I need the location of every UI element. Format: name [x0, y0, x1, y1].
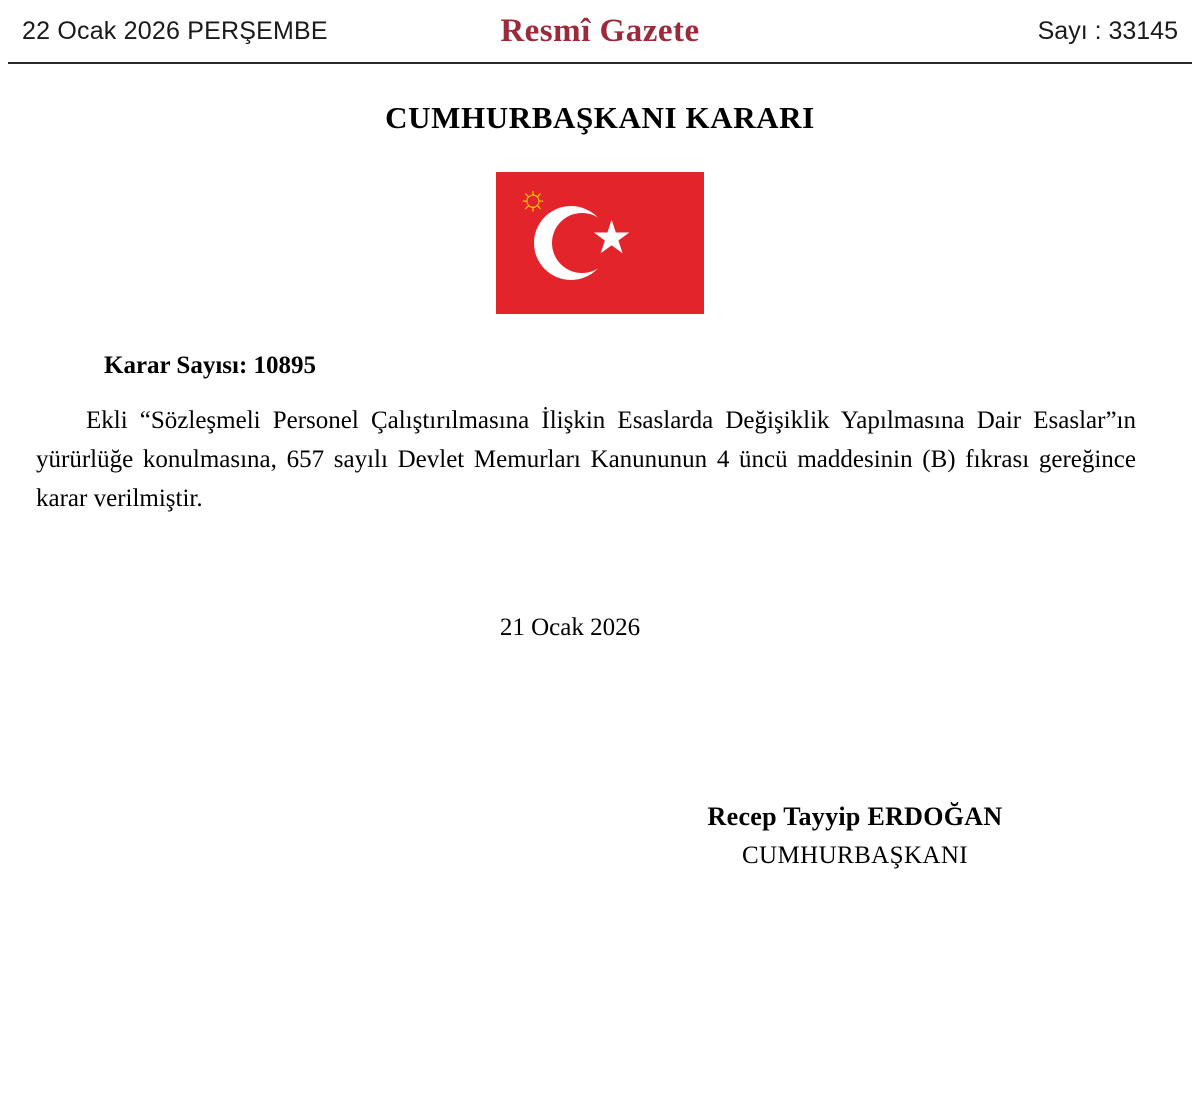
sunburst-icon [516, 182, 550, 216]
decision-date: 21 Ocak 2026 [499, 614, 641, 642]
masthead-title: Resmî Gazete [500, 12, 700, 49]
signatory-name: Recep Tayyip ERDOĞAN [707, 802, 1003, 832]
signature-block [36, 802, 1164, 870]
flag-container [36, 172, 1164, 314]
page-title: CUMHURBAŞKANI KARARI [385, 100, 815, 135]
masthead-date: 22 Ocak 2026 PERŞEMBE [22, 16, 328, 45]
masthead [0, 0, 1200, 62]
signatory-title: CUMHURBAŞKANI [741, 842, 969, 870]
masthead-divider [8, 62, 1192, 64]
document-body [0, 100, 1200, 870]
decision-body-text: Ekli “Sözleşmeli Personel Çalıştırılmasına İlişkin Esaslarda Değişiklik Yapılmasına Dair Esaslar”ın yürürlüğe konulmasına, 657 sayılı Devlet Memurları Kanununun 4 üncü maddesinin (B) fıkrası gereğince karar verilmiştir. [36, 407, 1136, 512]
masthead-issue-number: Sayı : 33145 [1037, 16, 1178, 45]
turkish-flag-icon [496, 172, 704, 314]
decision-number: Karar Sayısı: 10895 [104, 352, 317, 379]
